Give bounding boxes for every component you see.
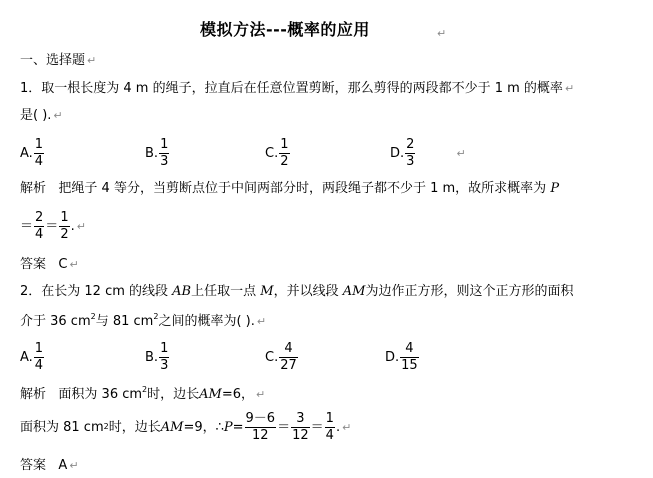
fraction-numerator: 1 xyxy=(34,137,44,152)
fraction xyxy=(291,412,310,442)
period: . xyxy=(335,419,341,435)
q1-analysis xyxy=(20,182,559,195)
segment-am: AM xyxy=(342,284,366,299)
question-2-text: 2．在长为 12 cm 的线段 xyxy=(20,284,169,299)
equals-sign: ＝ xyxy=(310,419,324,435)
superscript-2: 2 xyxy=(90,312,96,321)
analysis-text: 时，边长 xyxy=(147,387,200,402)
question-2-line-1 xyxy=(20,285,573,298)
fraction-denominator: 27 xyxy=(280,357,297,373)
fraction xyxy=(325,412,335,442)
analysis-text: 把绳子 4 等分，当剪断点位于中间两部分时，两段绳子都不少于 1 m，故所求概率为 xyxy=(58,181,547,196)
equals-sign: ＝ xyxy=(20,218,34,234)
fraction-denominator: 4 xyxy=(35,226,44,242)
equals-sign: ＝ xyxy=(277,419,291,435)
analysis-label: 解析 xyxy=(20,181,47,196)
analysis-text: =9，∴ xyxy=(183,419,224,435)
question-1-text-2: 是( ). xyxy=(20,108,52,123)
return-mark: ↵ xyxy=(53,109,63,122)
fraction xyxy=(34,211,44,241)
equals-sign: = xyxy=(232,419,244,435)
q1-analysis-equation xyxy=(20,211,86,241)
q2-answer xyxy=(20,459,79,472)
fraction-numerator: 4 xyxy=(279,342,298,358)
question-2-text: 为边作正方形，则这个正方形的面积 xyxy=(365,284,574,299)
title-text: 模拟方法---概率的应用 xyxy=(200,20,370,39)
question-2-line-2 xyxy=(20,313,266,328)
fraction-numerator: 1 xyxy=(60,210,69,225)
return-mark: ↵ xyxy=(69,258,79,271)
segment-am: AM xyxy=(160,419,184,435)
return-mark: ↵ xyxy=(256,315,267,328)
question-1-text: 1．取一根长度为 4 m 的绳子，拉直后在任意位置剪断，那么剪得的两段都不少于 1 m 的概率 xyxy=(20,81,563,96)
return-mark: ↵ xyxy=(456,146,466,160)
q2-option-a xyxy=(20,342,45,372)
fraction-numerator: 1 xyxy=(325,411,334,426)
fraction xyxy=(279,342,298,372)
option-letter: C. xyxy=(265,145,279,161)
fraction-denominator: 2 xyxy=(280,153,289,169)
q2-option-b xyxy=(145,342,170,372)
fraction xyxy=(159,342,169,372)
fraction xyxy=(59,211,69,241)
return-mark: ↵ xyxy=(69,459,79,472)
question-2-text: 介于 36 cm xyxy=(20,314,91,329)
answer-value: C xyxy=(58,257,68,272)
question-1-line-1 xyxy=(20,82,574,95)
question-2-text: 之间的概率为( ). xyxy=(158,314,255,329)
return-mark: ↵ xyxy=(437,27,447,40)
fraction xyxy=(159,138,169,168)
fraction-denominator: 12 xyxy=(292,427,309,443)
analysis-text: 面积为 81 cm xyxy=(20,419,104,435)
option-letter: D. xyxy=(385,349,400,365)
page-title xyxy=(200,22,370,38)
q1-option-b xyxy=(145,138,170,168)
q1-option-c xyxy=(265,138,291,168)
period: . xyxy=(70,218,75,234)
fraction-numerator: 2 xyxy=(406,137,415,152)
fraction xyxy=(400,342,419,372)
q1-answer xyxy=(20,258,79,271)
fraction xyxy=(34,138,44,168)
option-letter: B. xyxy=(145,145,159,161)
probability-symbol: P xyxy=(223,419,233,435)
question-1-line-2 xyxy=(20,109,63,122)
option-letter: D. xyxy=(390,145,405,161)
option-letter: B. xyxy=(145,349,159,365)
fraction-numerator: 3 xyxy=(291,412,310,428)
option-letter: A. xyxy=(20,145,33,161)
fraction-denominator: 3 xyxy=(160,153,169,169)
analysis-text: 面积为 36 cm xyxy=(58,387,143,402)
point-m: M xyxy=(260,284,274,299)
fraction xyxy=(245,412,277,442)
fraction-denominator: 4 xyxy=(34,153,44,169)
q1-option-d xyxy=(390,138,466,168)
segment-ab: AB xyxy=(172,284,192,299)
q2-option-d xyxy=(385,342,420,372)
return-mark: ↵ xyxy=(87,54,97,67)
fraction-numerator: 1 xyxy=(34,341,44,356)
return-mark: ↵ xyxy=(76,219,86,233)
fraction-numerator: 4 xyxy=(400,342,419,358)
q1-option-a xyxy=(20,138,45,168)
analysis-text: 时，边长 xyxy=(108,419,161,435)
fraction xyxy=(405,138,415,168)
fraction-numerator: 9－6 xyxy=(245,411,276,426)
section-text: 一、选择题 xyxy=(20,53,86,68)
q2-analysis xyxy=(20,386,265,401)
analysis-label: 解析 xyxy=(20,387,47,402)
superscript-2: 2 xyxy=(103,422,109,432)
fraction-numerator: 1 xyxy=(160,137,169,152)
analysis-text: =6， xyxy=(221,387,255,402)
q2-option-c xyxy=(265,342,299,372)
question-2-text: 上任取一点 xyxy=(191,284,257,299)
return-mark: ↵ xyxy=(342,420,352,434)
probability-symbol: P xyxy=(550,181,560,196)
question-2-text: 与 81 cm xyxy=(95,314,154,329)
fraction-numerator: 1 xyxy=(280,137,289,152)
segment-am: AM xyxy=(199,387,222,402)
answer-label: 答案 xyxy=(20,458,47,473)
return-mark: ↵ xyxy=(256,388,266,401)
section-heading xyxy=(20,54,96,67)
fraction-numerator: 2 xyxy=(35,210,44,225)
fraction-denominator: 3 xyxy=(160,357,169,373)
fraction-denominator: 4 xyxy=(34,357,44,373)
answer-label: 答案 xyxy=(20,257,47,272)
fraction-denominator: 2 xyxy=(60,226,69,242)
fraction xyxy=(279,138,289,168)
question-2-text: ，并以线段 xyxy=(273,284,339,299)
option-letter: C. xyxy=(265,349,279,365)
equals-sign: ＝ xyxy=(45,218,59,234)
q2-analysis-equation xyxy=(20,412,351,442)
fraction-denominator: 12 xyxy=(252,427,269,443)
superscript-2: 2 xyxy=(142,385,148,394)
fraction-numerator: 1 xyxy=(160,341,169,356)
fraction-denominator: 4 xyxy=(325,427,334,443)
fraction-denominator: 15 xyxy=(401,357,418,373)
fraction-denominator: 3 xyxy=(406,153,415,169)
fraction xyxy=(34,342,44,372)
superscript-2: 2 xyxy=(153,312,159,321)
return-mark: ↵ xyxy=(564,82,575,95)
answer-value: A xyxy=(58,458,68,473)
option-letter: A. xyxy=(20,349,33,365)
